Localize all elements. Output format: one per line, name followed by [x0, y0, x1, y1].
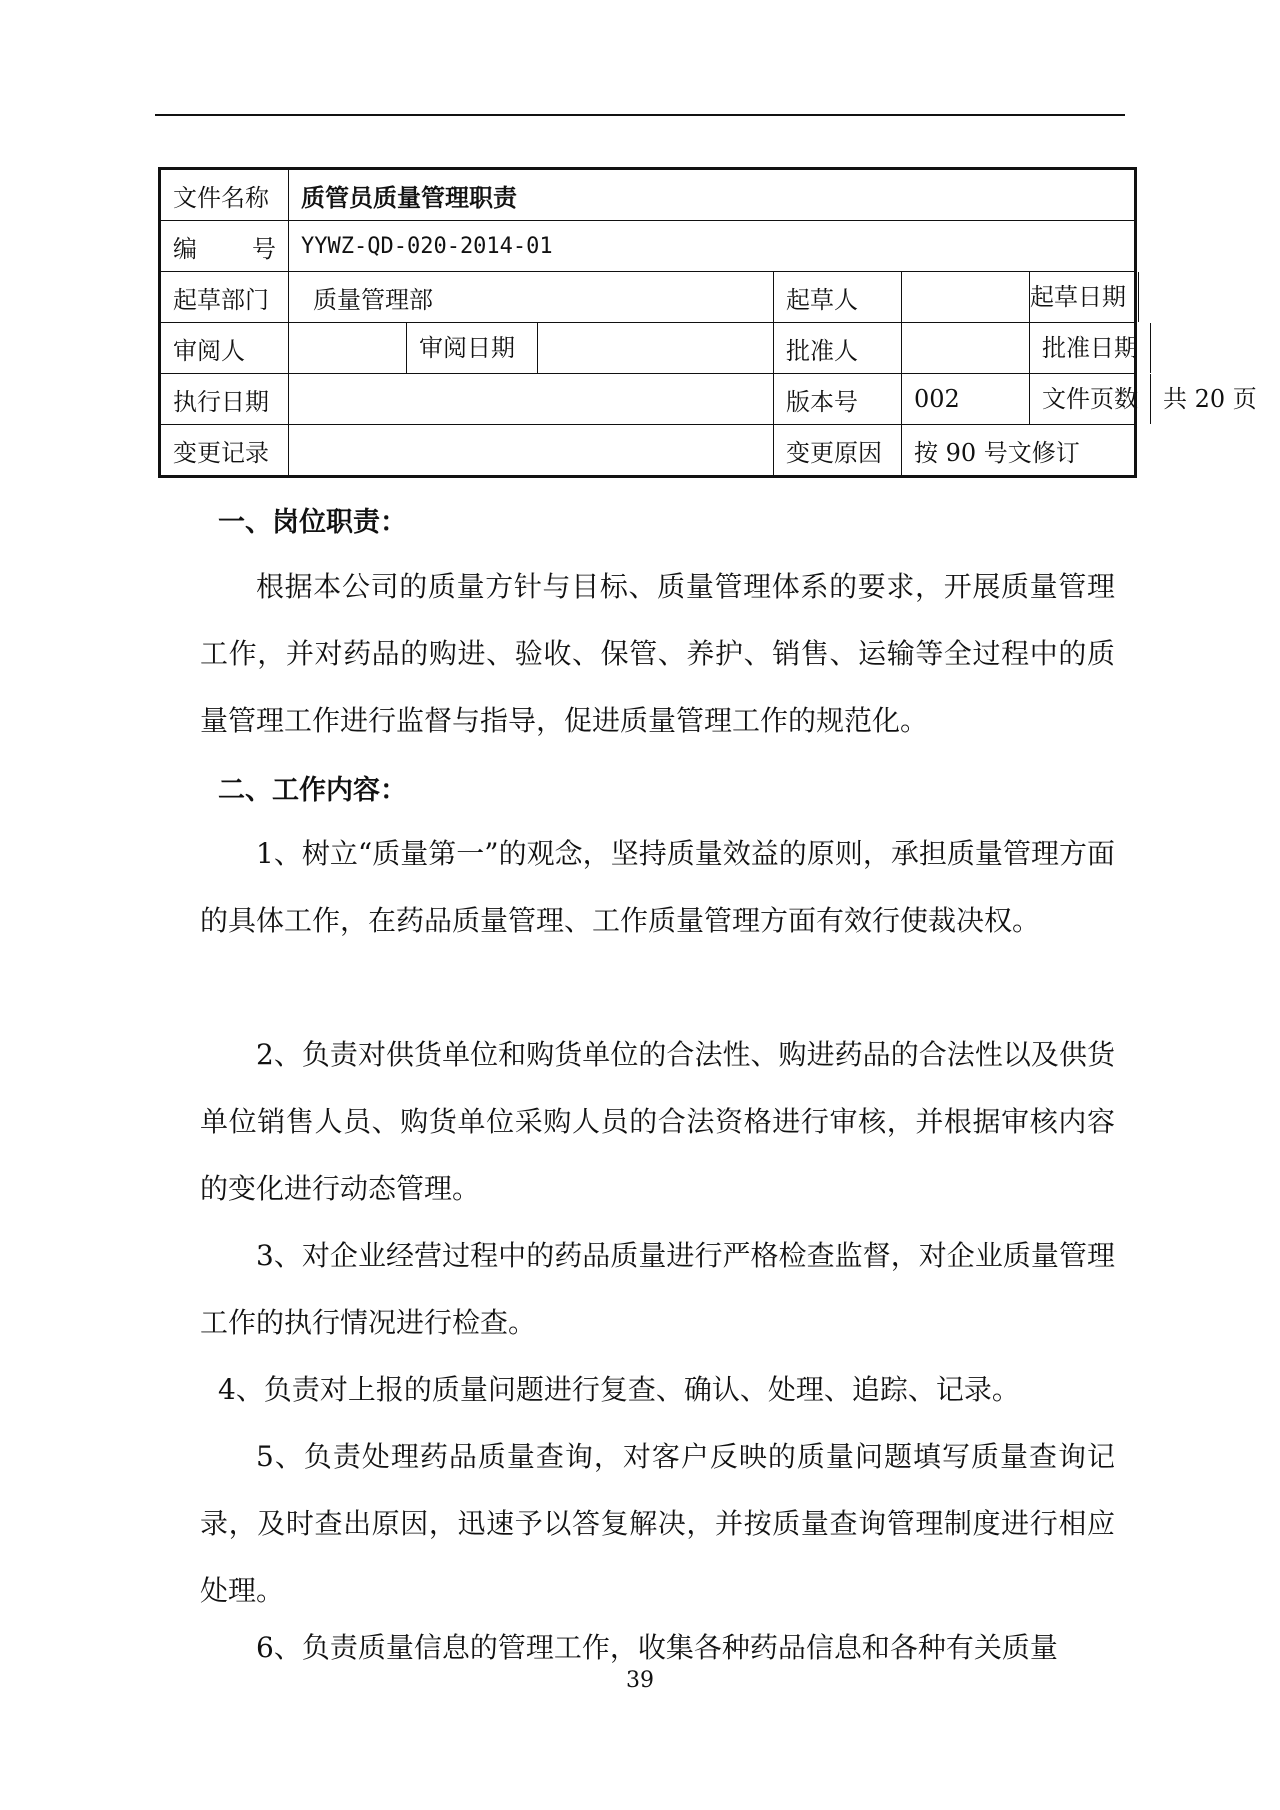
table-row	[160, 323, 1136, 374]
change-record-label: 变更记录	[160, 425, 289, 477]
approver-value	[902, 323, 1030, 374]
number-label	[160, 221, 289, 272]
pages-value: 共 20 页	[1150, 374, 1269, 424]
approve-date-label-text: 批准日期	[1042, 334, 1138, 362]
change-reason-value: 按 90 号文修订	[902, 425, 1136, 477]
section-heading-work-content: 二、工作内容：	[218, 775, 407, 806]
draft-date-label	[1030, 272, 1136, 323]
version-label: 版本号	[774, 374, 902, 425]
list-item-5: 5、负责处理药品质量查询，对客户反映的质量问题填写质量查询记录，及时查出原因，迅速予以答复解决，并按质量查询管理制度进行相应处理。	[200, 1440, 1115, 1607]
list-item-6: 6、负责质量信息的管理工作，收集各种药品信息和各种有关质量	[256, 1631, 1058, 1664]
approver-label: 批准人	[774, 323, 902, 374]
reviewer-label: 审阅人	[160, 323, 289, 374]
pages-group	[1030, 374, 1257, 425]
drafter-label: 起草人	[774, 272, 902, 323]
table-row	[160, 425, 1136, 477]
table-row	[160, 169, 1136, 221]
section-heading-duties: 一、岗位职责：	[218, 507, 407, 538]
approve-date-value	[1150, 323, 1175, 373]
draft-date-label-text: 起草日期	[1030, 283, 1126, 311]
reviewer-group	[289, 323, 774, 374]
exec-date-value	[289, 374, 774, 425]
file-name-label: 文件名称	[160, 169, 289, 221]
file-name-value: 质管员质量管理职责	[289, 169, 1136, 221]
document-info-table	[158, 167, 1257, 478]
header-rule	[155, 114, 1125, 116]
number-label-part1: 编	[173, 234, 197, 263]
approve-date-label	[1030, 323, 1136, 374]
version-value: 002	[902, 374, 1030, 425]
table-row	[160, 221, 1136, 272]
list-item-1: 1、树立“质量第一”的观念，坚持质量效益的原则，承担质量管理方面的具体工作，在药品质量管理、工作质量管理方面有效行使裁决权。	[200, 837, 1115, 937]
table-row	[160, 272, 1136, 323]
reviewer-value	[289, 323, 406, 373]
number-value: YYWZ-QD-020-2014-01	[289, 221, 1136, 272]
page-number: 39	[626, 1668, 654, 1693]
draft-date-value	[1138, 272, 1163, 322]
change-reason-label: 变更原因	[774, 425, 902, 477]
table-row	[160, 374, 1136, 425]
draft-dept-value: 质量管理部	[289, 272, 774, 323]
number-label-part2: 号	[252, 234, 276, 263]
list-item-2: 2、负责对供货单位和购货单位的合法性、购进药品的合法性以及供货单位销售人员、购货单位采购人员的合法资格进行审核，并根据审核内容的变化进行动态管理。	[200, 1038, 1115, 1205]
review-date-value	[538, 323, 773, 373]
paragraph-duties: 根据本公司的质量方针与目标、质量管理体系的要求，开展质量管理工作，并对药品的购进、验收、保管、养护、销售、运输等全过程中的质量管理工作进行监督与指导，促进质量管理工作的规范化。	[200, 570, 1115, 737]
pages-label: 文件页数	[1042, 385, 1138, 413]
exec-date-label: 执行日期	[160, 374, 289, 425]
review-date-label: 审阅日期	[406, 323, 538, 373]
list-item-4: 4、负责对上报的质量问题进行复查、确认、处理、追踪、记录。	[218, 1373, 1020, 1406]
list-item-3: 3、对企业经营过程中的药品质量进行严格检查监督，对企业质量管理工作的执行情况进行检查。	[200, 1239, 1115, 1339]
change-record-value	[289, 425, 774, 477]
draft-dept-label: 起草部门	[160, 272, 289, 323]
drafter-value	[902, 272, 1030, 323]
